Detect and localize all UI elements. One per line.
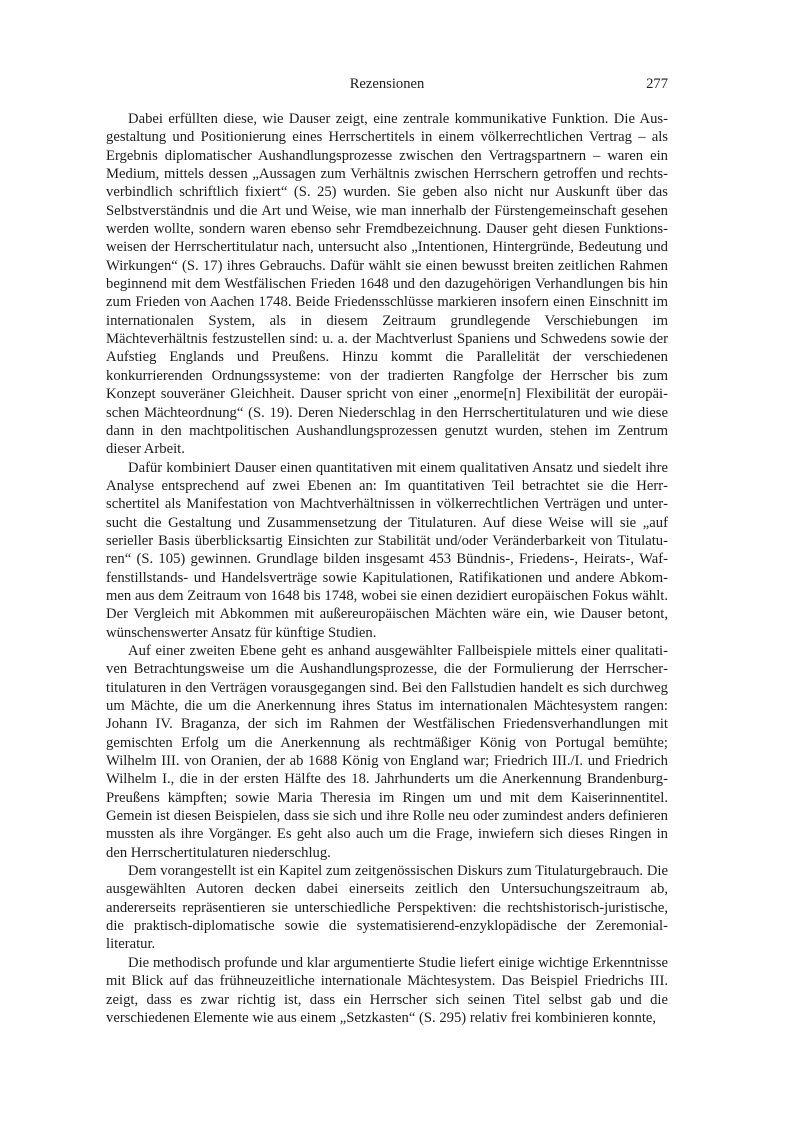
review-body [106, 110, 668, 1027]
paragraph: Dabei erfüllten diese, wie Dauser zeigt, eine zentrale kommunikative Funktion. Die Ausgestaltung und Positionierung eines Herrschertitels in einem völkerrechtlichen Vertrag – als Ergebnis diplomatischer Aushandlungsprozesse zwischen den Vertragspartnern – waren ein Medium, mittels dessen „Aussagen zum Verhältnis zwischen Herrschern getroffen und rechtsverbindlich schriftlich fixiert“ (S. 25) wurden. Sie geben also nicht nur Auskunft über das Selbstverständnis und die Art und Weise, wie man innerhalb der Fürstengemeinschaft gesehen werden wollte, sondern waren ebenso sehr Fremdbezeichnung. Dauser geht diesen Funktionsweisen der Herrschertitulatur nach, untersucht also „Intentionen, Hintergründe, Bedeutung und Wirkungen“ (S. 17) ihres Gebrauchs. Dafür wählt sie einen bewusst breiten zeitlichen Rahmen beginnend mit dem Westfälischen Frieden 1648 und den dazugehörigen Verhandlungen bis hin zum Frieden von Aachen 1748. Beide Friedensschlüsse markieren insofern einen Einschnitt im internationalen System, als in diesem Zeitraum grundlegende Verschiebungen im Mächteverhältnis festzustellen sind: u. a. der Machtverlust Spaniens und Schwedens sowie der Aufstieg Englands und Preußens. Hinzu kommt die Parallelität der verschiedenen konkurrierenden Ordnungssysteme: von der tradierten Rangfolge der Herrscher bis zum Konzept souveräner Gleichheit. Dauser spricht von einer „enorme[n] Flexibilität der europäischen Mächteordnung“ (S. 19). Deren Niederschlag in den Herrschertitulaturen und wie diese dann in den machtpolitischen Aushandlungsprozessen genutzt wurden, stehen im Zentrum dieser Arbeit. [106, 111, 668, 458]
paragraph: Dem vorangestellt ist ein Kapitel zum zeitgenössischen Diskurs zum Titulaturgebrauch. Die ausgewählten Autoren decken dabei einerseits zeitlich den Untersuchungszeitraum ab, andererseits repräsentieren sie unterschiedliche Perspektiven: die rechtshistorisch-juristische, die praktisch-diplomatische sowie die systematisierend-enzyklopädische der Zeremonialliteratur. [106, 863, 668, 953]
running-head-title: Rezensionen [349, 76, 425, 92]
page [106, 72, 668, 1027]
page-number: 277 [646, 76, 668, 92]
paragraph: Auf einer zweiten Ebene geht es anhand ausgewählter Fallbeispiele mittels einer qualitativen Betrachtungsweise um die Aushandlungsprozesse, die der Formulierung der Herrschertitulaturen in den Verträgen vorausgegangen sind. Bei den Fallstudien handelt es sich durchweg um Mächte, die um die Anerkennung ihres Status im internationalen Mächtesystem rangen: Johann IV. Braganza, der sich im Rahmen der Westfälischen Friedensverhandlungen mit gemischten Erfolg um die Anerkennung als rechtmäßiger König von Portugal bemühte; Wilhelm III. von Oranien, der ab 1688 König von England war; Friedrich III./I. und Friedrich Wilhelm I., die in der ersten Hälfte des 18. Jahrhunderts um die Anerkennung Brandenburg-Preußens kämpften; sowie Maria Theresia im Ringen um und mit dem Kaiserinnentitel. Gemein ist diesen Beispielen, dass sie sich und ihre Rolle neu oder zumindest anders definieren mussten als ihre Vorgänger. Es geht also auch um die Frage, inwiefern sich dieses Ringen in den Herrschertitulaturen niederschlug. [106, 642, 668, 861]
paragraph: Dafür kombiniert Dauser einen quantitativen mit einem qualitativen Ansatz und siedelt ihre Analyse entsprechend auf zwei Ebenen an: Im quantitativen Teil betrachtet sie die Herrschertitel als Manifestation von Machtverhältnissen in völkerrechtlichen Verträgen und untersucht die Gestaltung und Zusammensetzung der Titulaturen. Auf diese Weise will sie „auf serieller Basis überblicksartig Einsichten zur Stabilität und/oder Veränderbarkeit von Titulaturen“ (S. 105) gewinnen. Grundlage bilden insgesamt 453 Bündnis-, Friedens-, Heirats-, Waffenstillstands- und Handelsverträge sowie Kapitulationen, Ratifikationen und andere Abkommen aus dem Zeitraum von 1648 bis 1748, wobei sie einen dezidiert europäischen Fokus wählt. Der Vergleich mit Abkommen mit außereuropäischen Mächten wäre ein, wie Dauser betont, wünschenswerter Ansatz für künftige Studien. [106, 459, 668, 641]
running-head [106, 72, 668, 96]
paragraph: Die methodisch profunde und klar argumentierte Studie liefert einige wichtige Erkenntnisse mit Blick auf das frühneuzeitliche internationale Mächtesystem. Das Beispiel Friedrichs III. zeigt, dass es zwar richtig ist, dass ein Herrscher sich seinen Titel selbst gab und die verschiedenen Elemente wie aus einem „Setzkasten“ (S. 295) relativ frei kombinieren konnte, [106, 954, 668, 1026]
